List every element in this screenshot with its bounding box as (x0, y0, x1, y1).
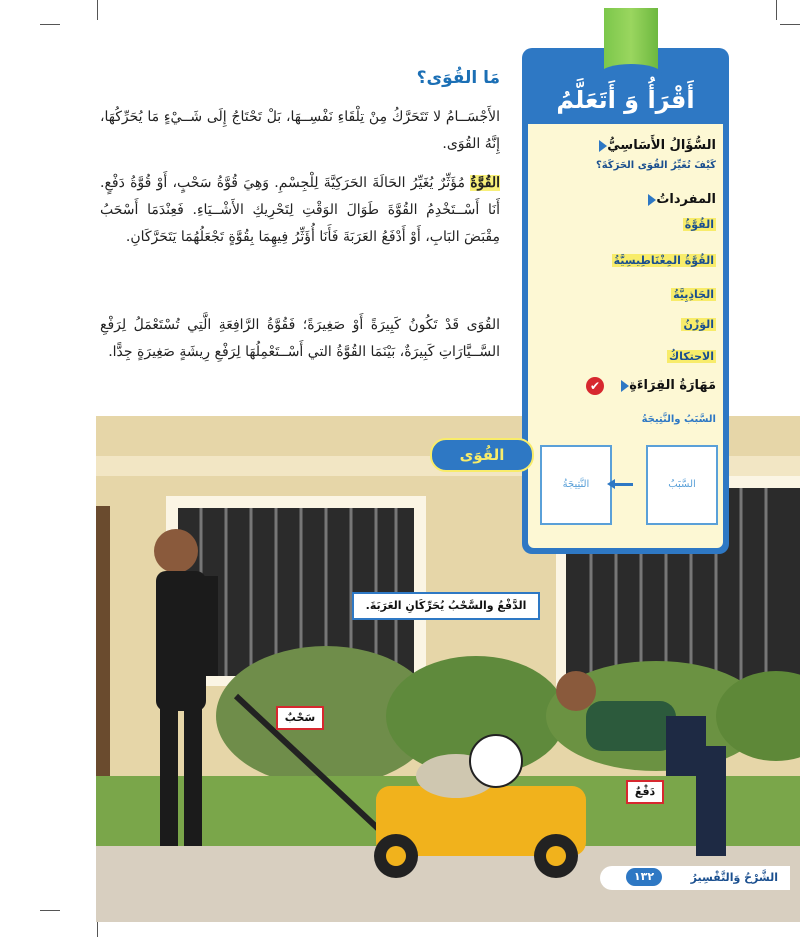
vocab-gravity: الجَاذِبِيَّةُ (673, 288, 714, 301)
section-name: الشَّرْحُ وَالتَّفْسِيرُ (690, 871, 778, 884)
panel-tab (600, 64, 662, 84)
effect-box: النَّتِيجَةُ (540, 445, 612, 525)
essential-question-text: السُّؤَالُ الأَسَاسِيُّ (607, 138, 716, 153)
vocab-magnetic-force: القُوَّةُ المِغْنَاطِيسِيَّةُ (613, 254, 714, 267)
page-footer (600, 866, 790, 890)
crop-mark (40, 24, 60, 25)
vocab-force: القُوَّةُ (684, 218, 714, 231)
crop-mark (776, 0, 777, 20)
crop-mark (40, 910, 60, 911)
reading-skill-text: مَهَارَةُ القِرَاءَةِ (629, 378, 716, 393)
definition-text: مُؤَثِّرٌ يُغَيِّرُ الحَالَةَ الحَرَكِيَّةَ لِلْجِسْمِ. وَهِيَ قُوَّةُ سَحْبٍ، أَوْ قُوَّةُ دَفْعٍ. أَنَا أَسْــتَخْدِمُ القُوَّةَ طَوَالَ الوَقْتِ لِتَحْرِيكِ الأَشْــيَاءِ. فَعِنْدَمَا أَسْحَبُ مِقْبَضَ البَابِ، أَوْ أَدْفَعُ العَرَبَةَ فَأَنَا أُؤَثِّرُ فِيهِمَا بِقُوَّةٍ تَجْعَلُهُمَا يَتَحَرَّكَانِ. (100, 175, 500, 245)
section-heading: مَا القُوَى؟ (416, 68, 500, 88)
term-force: القُوَّةُ (470, 175, 501, 191)
arrow-line (613, 483, 633, 486)
vocab-weight: الوَزْنُ (683, 318, 714, 331)
push-label: دَفْعٌ (626, 780, 664, 804)
paragraph-intro: الأَجْسَــامُ لا تَتَحَرَّكُ مِنْ تِلْقَاءِ نَفْسِــهَا، بَلْ تَحْتَاجُ إِلَى شَــيْءٍ مَا يُحَرِّكُهَا، إِنَّهُ القُوَى. (100, 109, 500, 152)
reading-skill: السَّبَبُ والنَّتِيجَةُ (641, 414, 716, 425)
photo-caption: الدَّفْعُ والسَّحْبُ يُحَرِّكَانِ العَرَبَةَ. (352, 592, 540, 620)
panel-title: أَقْرَأُ وَ أَتَعَلَّمُ (556, 86, 695, 114)
essential-question-label (526, 138, 716, 153)
essential-question: كَيْفَ تُغَيِّرُ القُوَى الحَرَكَةَ؟ (595, 160, 716, 171)
reading-skill-label (526, 378, 716, 393)
cause-box: السَّبَبُ (646, 445, 718, 525)
vocabulary-label (526, 192, 716, 207)
arrow-left-icon (607, 479, 615, 489)
page-number: ١٣٢ (626, 868, 662, 886)
vocab-friction: الاحتكاكُ (669, 350, 714, 363)
forces-tag: القُوَى (430, 438, 534, 472)
pull-label: سَحْبٌ (276, 706, 324, 730)
crop-mark (97, 0, 98, 20)
vocabulary-label-text: المفرداتُ (656, 192, 716, 207)
crop-mark (780, 24, 800, 25)
paragraph-definition (100, 170, 500, 251)
checkmark-icon: ✔ (586, 377, 604, 395)
paragraph-magnitude: القُوَى قَدْ تَكُونُ كَبِيرَةً أَوْ صَغِيرَةً؛ فَقُوَّةُ الرَّافِعَةِ الَّتِي تُسْتَعْمَلُ لِرَفْعِ السَّــيَّارَاتِ كَبِيرَةٌ، بَيْنَمَا القُوَّةُ التي أَسْــتَعْمِلُهَا لِرَفْعِ رِيشَةٍ صَغِيرَةٍ جِدًّا. (100, 317, 500, 360)
